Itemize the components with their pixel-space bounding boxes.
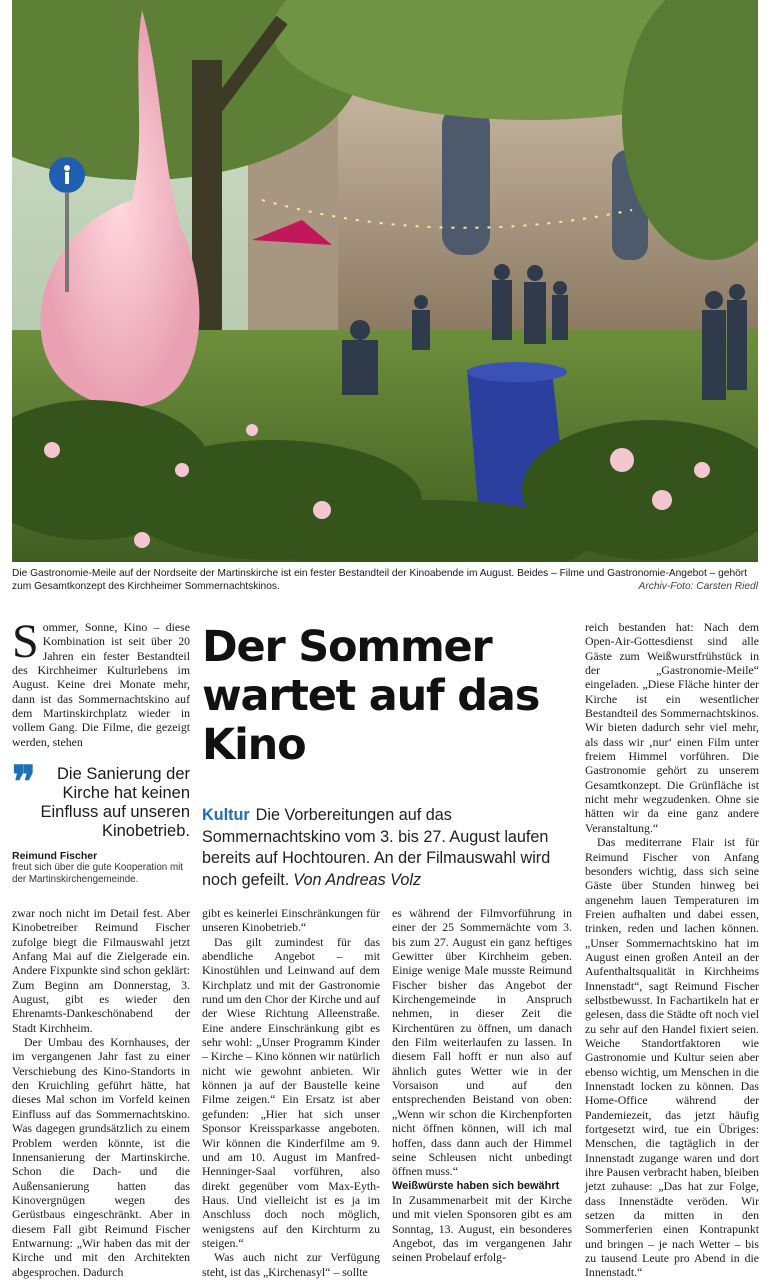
rubric-label: Kultur bbox=[202, 806, 250, 824]
paragraph: In Zusammenarbeit mit der Kirche und mit vielen Sponsoren gibt es am Sonntag, 13. August, ein besonderes Angebot, das im vergangenen Jahr seinen Probelauf erfolg- bbox=[392, 1192, 572, 1265]
paragraph: gibt es keinerlei Einschränkungen für unseren Kinobetrieb.“ bbox=[202, 906, 380, 935]
drop-cap: S bbox=[12, 615, 39, 668]
headline: Der Sommer wartet auf das Kino bbox=[202, 622, 540, 770]
paragraph: reich bestanden hat: Nach dem Open-Air-Gottesdienst sind alle Gäste zum Weißwurstfrühstück in der „Gastronomie-Meile“ eingeladen. „Diese Fläche hinter der Kirche ist ein wesentlicher Bestandteil des Sommernachtskinos. Wir bieten dadurch sehr viel mehr, als dass wir ‚nur‘ einen Film unter freiem Himmel vorführen. Die Gastronomie gehört zu unserem Gesamtkonzept. Die Grünfläche ist nicht mehr wegzudenken. Ohne sie hätten wir da eine ganz andere Veranstaltung.“ bbox=[585, 620, 759, 835]
subheading: Weißwürste haben sich bewährt bbox=[392, 1179, 560, 1192]
quote-author-desc: freut sich über die gute Kooperation mit der Martinskirchengemeinde. bbox=[12, 862, 184, 885]
article-column-1 bbox=[12, 906, 190, 1279]
teaser bbox=[202, 805, 577, 891]
paragraph: es während der Filmvorführung in einer der 25 Sommernächte vom 3. bis zum 27. August ein ganz heftiges Gewitter über Kirchheim geben. Einige wenige Male musste Reimund Fischer bisher das Angebot der Kirchengemeinde in Anspruch nehmen, in dieser Zeit die Kirchentüren zu öffnen, um danach den Film weiterlaufen zu lassen. In diesem Fall hofft er nun also auf ähnlich gutes Wetter wie in der Vorsaison und auf den entsprechenden Beistand von oben: „Wenn wir schon die Kirchenpforten nicht öffnen können, will ich mal hoffen, dass dann auch der Himmel seine Schleusen nicht unbedingt öffnen muss.“ bbox=[392, 906, 572, 1179]
article-column-2 bbox=[202, 906, 380, 1279]
paragraph: Das mediterrane Flair ist für Reimund Fischer von Anfang besonders wichtig, dass sich seine Gäste über Stunden hinweg bei angenehm lauen Temperaturen im Freien aufhalten und dabei essen, trinken, reden und lachen können. „Unser Sommernachtskino hat im August einen großen Anteil an der Aufenthaltsqualität in Kirchheims Innenstadt“, sagt Reimund Fischer selbstbewusst. In Fachartikeln hat er gelesen, dass die Städte oft noch viel zu sehr auf den Handel fixiert seien. Weiche Standortfaktoren wie Gastronomie und Kultur seien aber ebenso wichtig, um Menschen in die Innenstadt locken zu können. Das Home-Office während der Pandemiezeit, das jetzt häufig fortgesetzt wird, tue ein Übriges: Menschen, die tagtäglich in der Innenstadt zugange waren und dort ihre Pausen verbracht haben, bleiben jetzt zuhause: „Das hat zur Folge, dass Innenstädte veröden. Wir setzen da mitten in den Sommerferien einen Kontrapunkt und bringen – je nach Wetter – bis zu tausend Leute pro Abend in die Innenstadt.“ bbox=[585, 835, 759, 1280]
paragraph: Was auch nicht zur Verfügung steht, ist das „Kirchenasyl“ – sollte bbox=[202, 1250, 380, 1279]
teaser-text: Die Vorbereitungen auf das Sommernachtskino vom 3. bis 27. August laufen bereits auf Hochtouren. An der Filmauswahl wird noch gefeilt. bbox=[202, 806, 551, 889]
article-photo bbox=[12, 0, 758, 562]
photo-credit: Archiv-Foto: Carsten Riedl bbox=[638, 581, 758, 592]
article-column-right bbox=[585, 620, 759, 1280]
photo-illustration bbox=[12, 0, 758, 562]
intro-text: ommer, Sonne, Kino – diese Kombination ist seit über 20 Jahren ein fester Bestandteil des Kirchheimer Kulturlebens im August. Keine drei Monate mehr, dann ist das Sommernachtskino auf dem Martinskirchplatz wieder in vollem Gang. Die Filme, die gezeigt werden, stehen bbox=[12, 620, 190, 749]
quote-mark-icon: ❞ bbox=[12, 758, 36, 807]
paragraph: Das gilt zumindest für das abendliche Angebot – mit Kinostühlen und Leinwand auf dem Kirchplatz und mit der Gastronomie rund um den Chor der Kirche und auf der Wiese Richtung Alleenstraße. Eine andere Einschränkung gibt es sehr wohl: „Unser Programm Kinder – Kirche – Kino können wir natürlich nicht wie gewohnt anbieten. Wir können ja auf der Baustelle keine Filme zeigen.“ Ein Ersatz ist aber gefunden: „Hier hat sich unser Sponsor Kreissparkasse angeboten. Wir können die Kinderfilme am 9. und am 10. August im Manfred-Henninger-Saal vorführen, also direkt gegenüber vom Max-Eyth-Haus. Und vielleicht ist es ja im Anschluss doch noch möglich, wenigstens auf den Kirchturm zu steigen.“ bbox=[202, 934, 380, 1250]
caption-text: Die Gastronomie-Meile auf der Nordseite der Martinskirche ist ein fester Bestandteil der Kinoabende im August. Beides – Filme und Gastronomie-Angebot – gehört zum Gesamtkonzept des Kirchheimer Sommernachtskinos. bbox=[12, 568, 748, 592]
paragraph: Der Umbau des Kornhauses, der im vergangenen Jahr fast zu einer Verschiebung des Kino-Standorts in den Kruichling geführt hätte, hat dieses Mal schon im Vorfeld keinen Einfluss auf das Sommernachtskino. Was dagegen grundsätzlich zu einem Problem werden könnte, ist die Innensanierung der Martinskirche. Schon die Dach- und die Außensanierung hatten das Kinovergnügen wegen des Gerüstbaus eingeschränkt. Aber in diesem Fall gibt Reimund Fischer Entwarnung: „Wir haben das mit der Kirche und mit den Architekten abgesprochen. Dadurch bbox=[12, 1035, 190, 1279]
quote-author: Reimund Fischer bbox=[12, 850, 98, 862]
quote-text: Die Sanierung der Kirche hat keinen Einfluss auf unseren Kinobetrieb. bbox=[40, 765, 190, 840]
paragraph: zwar noch nicht im Detail fest. Aber Kinobetreiber Reimund Fischer zufolge biegt die Filmauswahl jetzt Anfang Mai auf die Zielgerade ein. Andere Fixpunkte sind schon geklärt: Zum Beginn am Donnerstag, 3. August, gibt es wieder den Ehrenamts-Dankeschönabend der Stadt Kirchheim. bbox=[12, 906, 190, 1035]
byline: Von Andreas Volz bbox=[293, 870, 422, 889]
article-column-3 bbox=[392, 906, 572, 1265]
article-intro bbox=[12, 615, 190, 749]
photo-caption bbox=[12, 567, 758, 593]
pull-quote bbox=[12, 758, 190, 886]
